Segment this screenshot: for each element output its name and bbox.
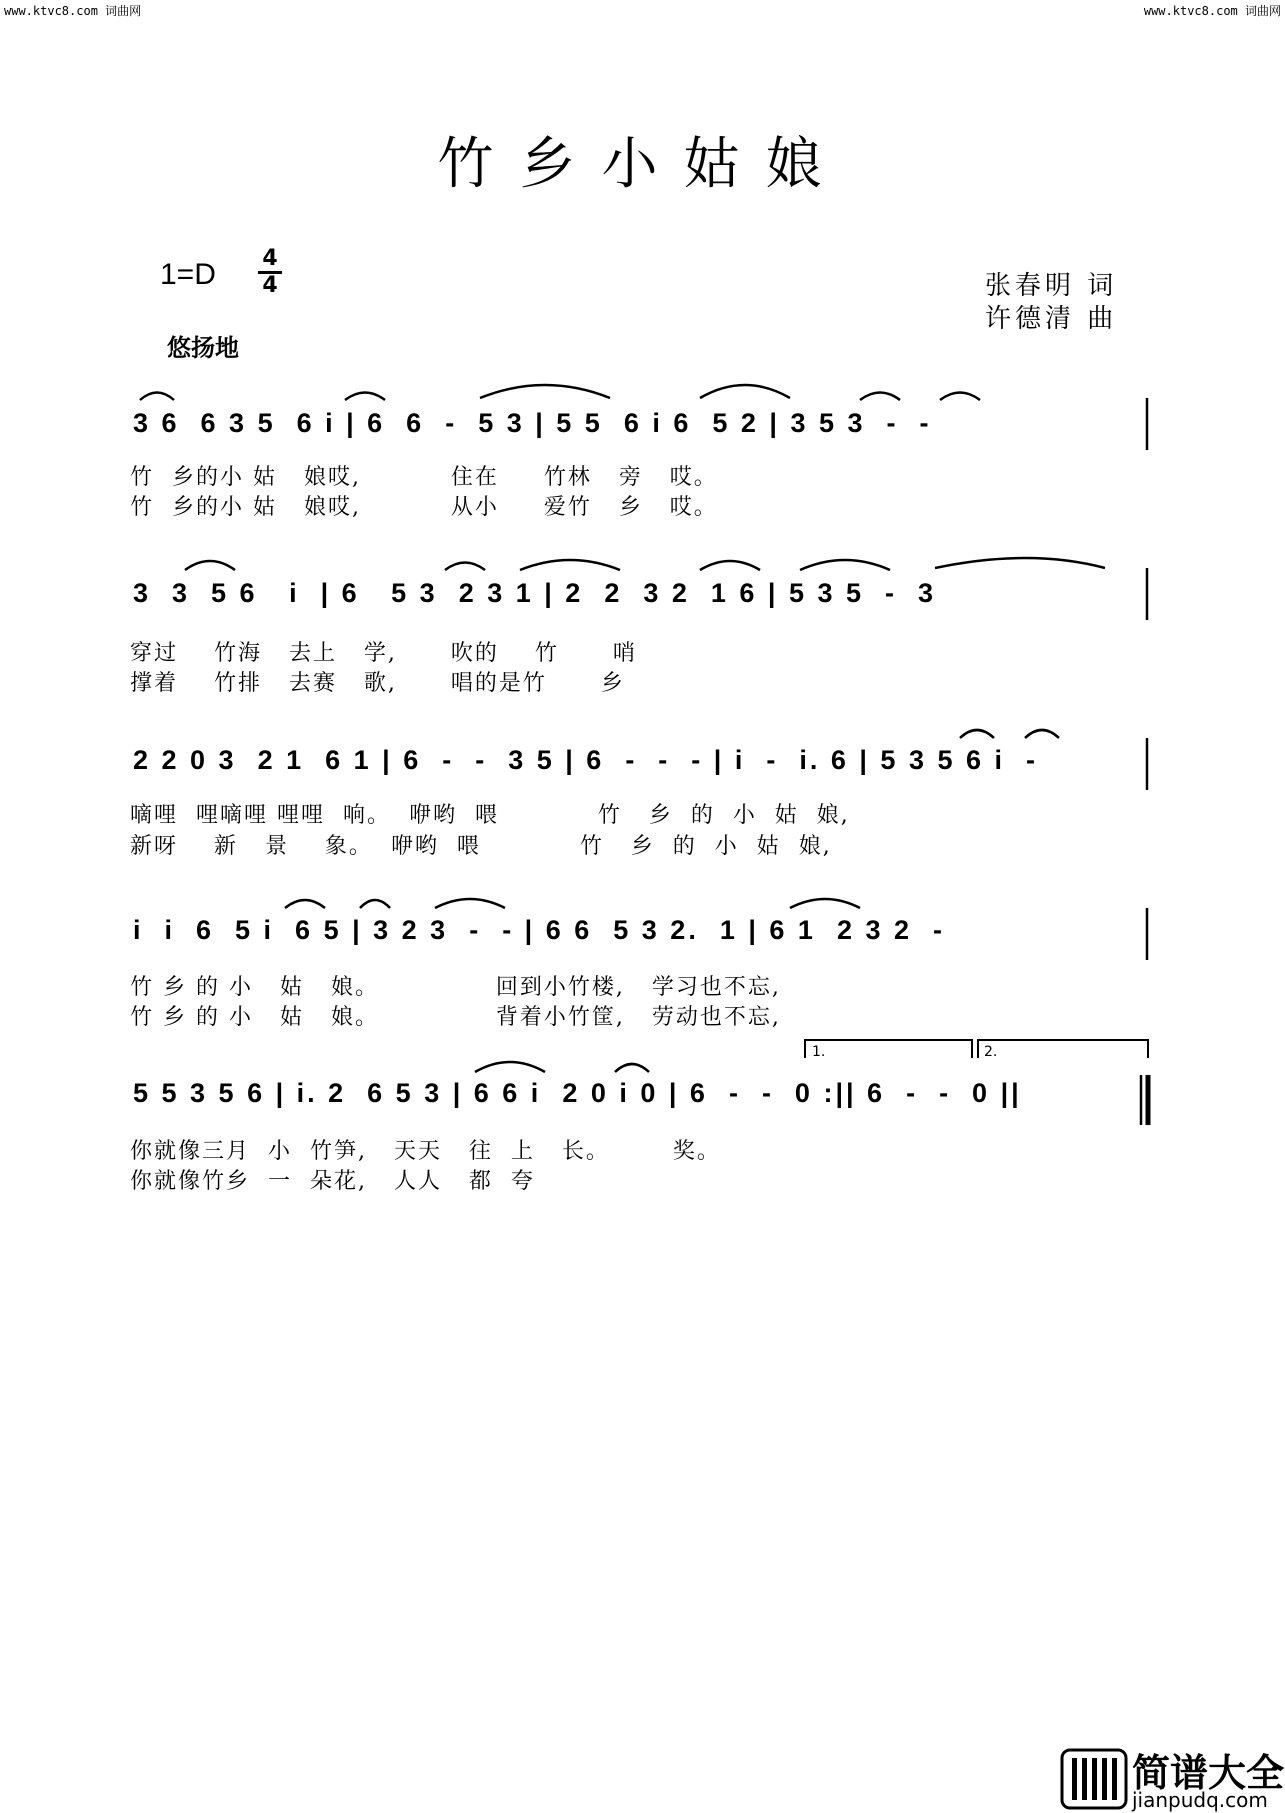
lyric-line-5-verse-1: 你就像三月 小 竹笋, 天天 往 上 长。 奖。 [130, 1139, 721, 1164]
notation-line-3: 2 2 0 3 2 1 6 1 | 6 - - 3 5 | 6 - - - | i - i. 6 | 5 3 5 6 i - [133, 745, 1038, 775]
slur [800, 560, 890, 570]
site-watermark-right: www.ktvc8.com 词曲网 [1143, 4, 1281, 18]
lyric-line-4-verse-1: 竹 乡 的 小 姑 娘。 回到小竹楼, 学习也不忘, [130, 975, 781, 1000]
slur [140, 393, 174, 401]
notation-line-5: 5 5 3 5 6 | i. 2 6 5 3 | 6 6 i 2 0 i 0 | 6 - - 0 :|| 6 - - 0 || [133, 1078, 1022, 1108]
slur [700, 561, 760, 570]
piano-logo-icon [1060, 1748, 1128, 1810]
lyric-line-2-verse-1: 穿过 竹海 去上 学, 吹的 竹 哨 [130, 641, 637, 666]
volta-first-bracket [805, 1040, 972, 1058]
notation-line-4: i i 6 5 i 6 5 | 3 2 3 - - | 6 6 5 3 2. 1 | 6 1 2 3 2 - [133, 915, 945, 945]
slur [790, 899, 860, 908]
lyric-line-2-verse-2: 撑着 竹排 去赛 歌, 唱的是竹 乡 [130, 671, 625, 696]
slur [285, 900, 325, 908]
lyric-line-3-verse-2: 新呀 新 景 象。 咿哟 喂 竹 乡 的 小 姑 娘, [130, 834, 832, 859]
bar-lines [1141, 398, 1148, 1125]
lyric-line-3-verse-1: 嘀哩 哩嘀哩 哩哩 响。 咿哟 喂 竹 乡 的 小 姑 娘, [130, 803, 850, 828]
song-title: 竹乡小姑娘 [437, 132, 848, 197]
time-signature-bottom: 4 [262, 273, 278, 298]
slur [360, 900, 390, 908]
lyricist-credit: 张春明 词 [985, 271, 1118, 301]
volta-brackets [805, 1040, 1148, 1058]
lyric-line-1-verse-1: 竹 乡的小 姑 娘哎, 住在 竹林 旁 哎。 [130, 465, 718, 490]
slur [435, 899, 505, 908]
volta-first-label: 1. [812, 1044, 826, 1060]
slur [445, 563, 485, 571]
slur [345, 393, 385, 401]
lyric-line-5-verse-2: 你就像竹乡 一 朵花, 人人 都 夸 [130, 1169, 535, 1194]
slur [520, 560, 620, 570]
notation-line-1: 3 6 6 3 5 6 i | 6 6 - 5 3 | 5 5 6 i 6 5 2 | 3 5 3 - - [133, 408, 932, 438]
volta-second-label: 2. [984, 1044, 998, 1060]
slur [1025, 730, 1059, 738]
slur [475, 1062, 545, 1072]
slur [185, 561, 235, 570]
slur [960, 730, 994, 738]
volta-second-bracket [978, 1040, 1148, 1058]
slur [860, 393, 900, 401]
composer-credit: 许德清 曲 [985, 304, 1118, 334]
slur [615, 1064, 649, 1072]
logo-text: 简谱大全 [1132, 1751, 1285, 1795]
key-signature: 1=D [160, 258, 216, 291]
slur [935, 558, 1105, 568]
time-signature-top: 4 [262, 246, 278, 271]
slur [480, 385, 610, 398]
lyric-line-4-verse-2: 竹 乡 的 小 姑 娘。 背着小竹筐, 劳动也不忘, [130, 1005, 781, 1030]
site-watermark-left: www.ktvc8.com 词曲网 [4, 4, 142, 18]
notation-line-2: 3 3 5 6 i | 6 5 3 2 3 1 | 2 2 3 2 1 6 | 5 3 5 - 3 [133, 578, 937, 608]
slur-marks [140, 385, 1105, 1072]
lyric-line-1-verse-2: 竹 乡的小 姑 娘哎, 从小 爱竹 乡 哎。 [130, 495, 718, 520]
logo-url: jianpudq.com [1132, 1788, 1268, 1812]
tempo-marking: 悠扬地 [167, 334, 239, 362]
slur [940, 393, 980, 401]
slur [700, 385, 790, 398]
